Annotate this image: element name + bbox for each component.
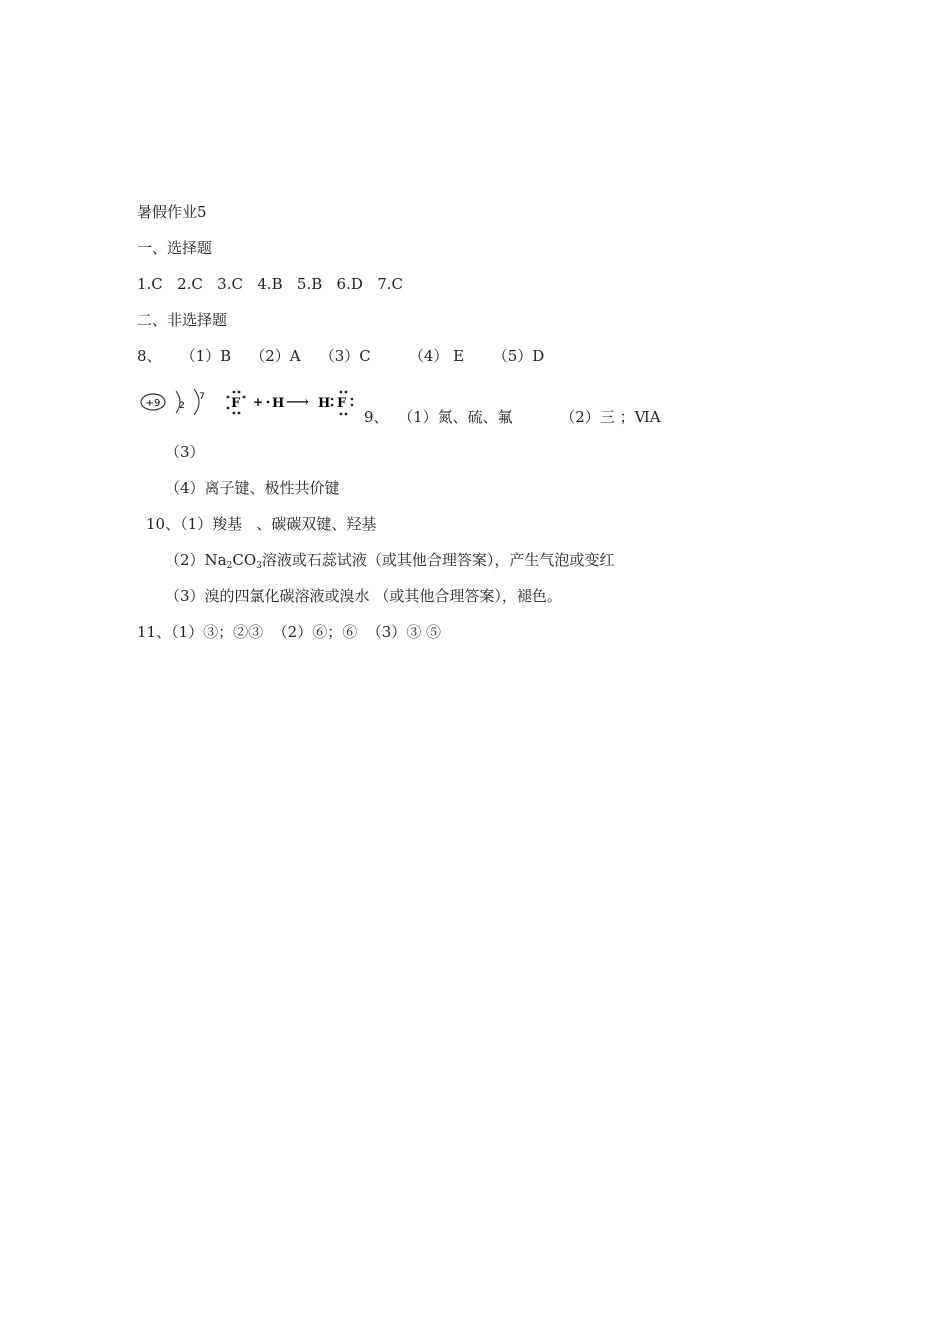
shell-2-electrons: 7 bbox=[199, 392, 205, 402]
question-9-part-4: （4）离子键、极性共价键 bbox=[165, 479, 340, 497]
shell-1-electrons: 2 bbox=[179, 401, 185, 411]
q10-2-suffix: 溶液或石蕊试液（或其他合理答案），产生气泡或变红 bbox=[261, 551, 615, 569]
question-11-answers: 11、（1）③；②③ （2）⑥；⑥ （3）③ ⑤ bbox=[137, 623, 442, 641]
q10-2-mid: CO bbox=[232, 551, 257, 569]
question-10-part-3: （3）溴的四氯化碳溶液或溴水 （或其他合理答案），褪色。 bbox=[165, 587, 562, 605]
q10-2-prefix: （2）Na bbox=[165, 551, 227, 569]
fluorine-atom-structure-diagram bbox=[141, 389, 205, 415]
section-heading-nonchoice: 二、非选择题 bbox=[137, 311, 228, 329]
question-10-part-1: 10、（1）羧基 、碳碳双键、羟基 bbox=[146, 515, 377, 533]
hf-formation-equation bbox=[227, 391, 354, 416]
question-10-part-2 bbox=[165, 550, 614, 576]
product-hydrogen-symbol: H bbox=[318, 396, 331, 411]
question-8-answers: 8、 （1）B （2）A （3）C （4） E （5）D bbox=[137, 347, 545, 365]
fluorine-symbol: F bbox=[231, 396, 241, 411]
q10-2-subscript-1: 2 bbox=[226, 561, 233, 571]
multiple-choice-answers: 1.C 2.C 3.C 4.B 5.B 6.D 7.C bbox=[137, 275, 403, 293]
plus-sign: + bbox=[253, 395, 264, 409]
q10-2-subscript-2: 3 bbox=[256, 561, 262, 571]
section-heading-choice: 一、选择题 bbox=[137, 239, 213, 257]
page-title: 暑假作业5 bbox=[137, 203, 207, 221]
question-9-part-3: （3） bbox=[165, 443, 205, 461]
product-fluorine-symbol: F bbox=[337, 396, 347, 411]
nucleus-charge: +9 bbox=[145, 398, 161, 409]
fluorine-structure-figure bbox=[138, 386, 370, 420]
reaction-arrow: ⟶ bbox=[286, 392, 309, 411]
question-9-answers: 9、 （1）氮、硫、氟 （2）三 ；ⅥA bbox=[364, 408, 661, 426]
hydrogen-symbol: H bbox=[272, 396, 285, 411]
